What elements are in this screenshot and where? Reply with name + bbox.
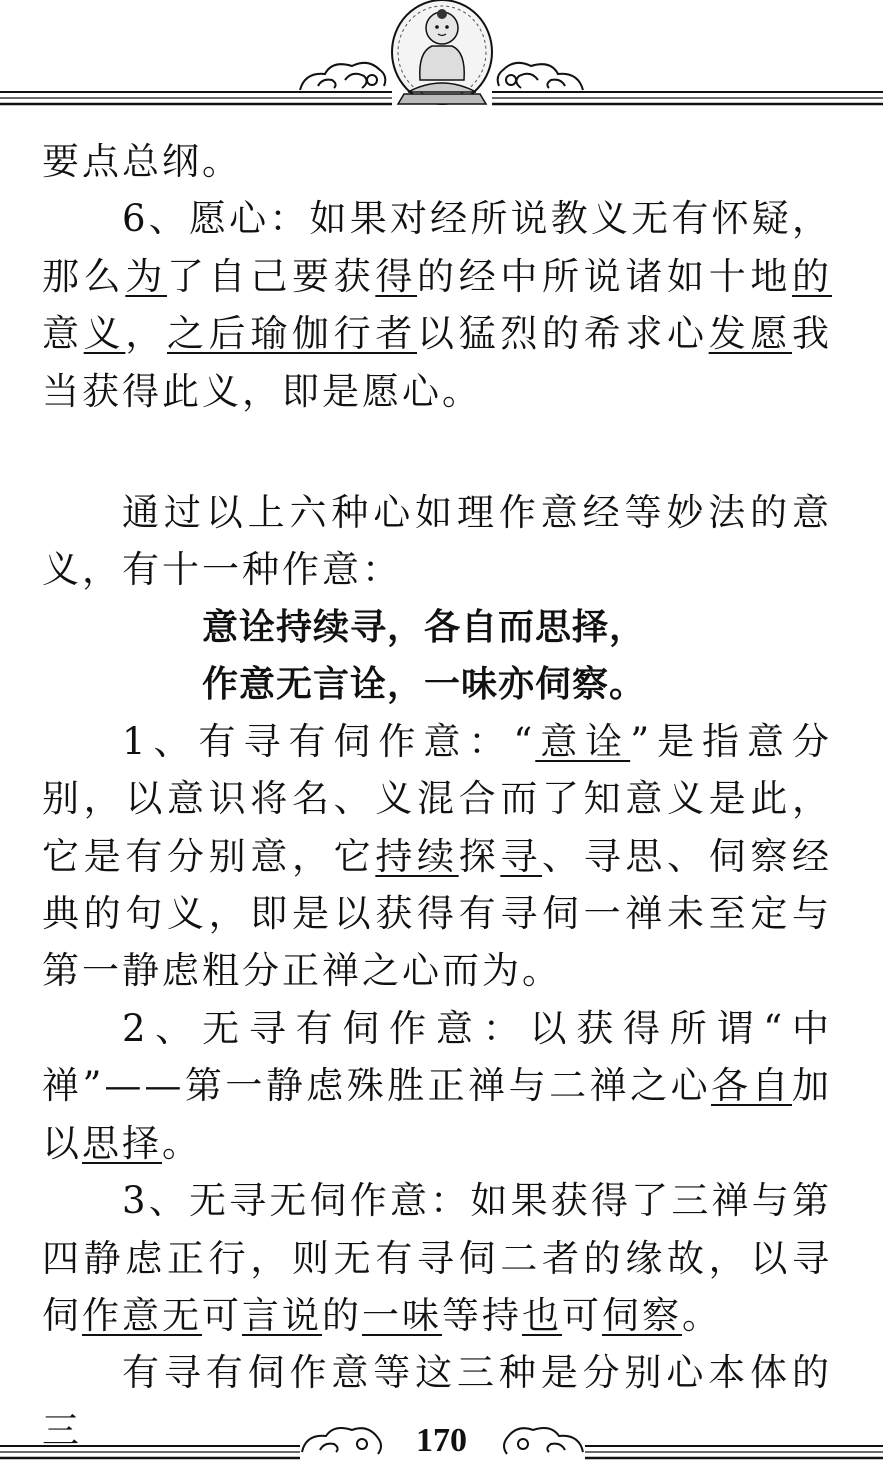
underlined-term: 伺察: [602, 1293, 682, 1337]
underlined-term: 得: [375, 254, 418, 298]
paragraph-gap: [42, 420, 832, 484]
text-run: 的经中所说诸如十地: [417, 254, 793, 298]
text-run: 意: [42, 312, 84, 356]
underlined-term: 发愿: [708, 312, 793, 356]
text-run: 加以: [42, 1064, 832, 1165]
underlined-term: 意无: [122, 1293, 202, 1337]
text-run: 1、有寻有伺作意：“: [122, 719, 536, 763]
paragraph: [42, 713, 832, 1000]
underlined-term: 择: [122, 1121, 162, 1165]
text-run: 以猛烈的希求心: [417, 312, 709, 356]
text-run: 通过以上六种心如理作意经等妙法的意义，有十一种作意：: [42, 491, 832, 592]
text-run: 等持: [442, 1293, 522, 1337]
underlined-term: 义: [83, 312, 126, 356]
paragraph: [42, 133, 832, 190]
text-run: 、寻思、伺察经典的句义，即是以获得有寻伺一禅未至定与第一静虑粗分正禅之心而为。: [42, 834, 833, 993]
cloud-ornament-right-icon: [498, 63, 583, 90]
page-number: 170: [416, 1422, 467, 1459]
text-run: 。: [162, 1121, 202, 1165]
text-run: 有寻有伺作意等这三种是分别心本体的三: [42, 1351, 832, 1452]
underlined-term: 各自: [711, 1064, 792, 1108]
underlined-term: 之后瑜伽行者: [167, 312, 418, 356]
text-run: 。: [682, 1293, 722, 1337]
underlined-term: 寻: [500, 834, 543, 878]
page-header-ornament: [0, 0, 883, 115]
paragraph: [42, 190, 832, 420]
paragraph: [42, 484, 832, 599]
paragraph: [42, 1000, 832, 1172]
text-run: 可: [562, 1293, 602, 1337]
text-run: 可: [202, 1293, 242, 1337]
text-run: ”是指意分别，以意识将名、义混合而了知意义是此，它是有分别意，它: [42, 719, 833, 878]
paragraph: [42, 1172, 832, 1344]
cloud-ornament-left-icon: [300, 63, 385, 90]
underlined-term: 意诠: [535, 719, 631, 763]
text-run: 意诠持续寻，各自而思择，: [202, 606, 647, 648]
buddha-emblem-icon: [392, 0, 492, 104]
verse-line: [42, 656, 832, 713]
underlined-term: 持续: [375, 834, 459, 878]
text-run: 6、愿心：如果对经所说教义无有怀疑，那么: [42, 197, 832, 298]
underlined-term: 为: [125, 254, 168, 298]
text-run: 要点总纲。: [42, 140, 242, 183]
underlined-term: 一味: [362, 1293, 442, 1337]
text-run: 探: [458, 834, 501, 878]
verse-line: [42, 599, 832, 656]
text-run: 了自己要获: [167, 254, 376, 298]
text-run: 3、无寻无伺作意：如果获得了三禅与第四静虑正行，则无有寻伺二者的缘故，以寻伺: [42, 1179, 832, 1337]
text-run: 2、无寻有伺作意：以获得所谓“中禅”——第一静虑殊胜正禅与二禅之心: [42, 1006, 832, 1108]
underlined-term: 言说: [242, 1293, 322, 1337]
underlined-term: 思: [82, 1121, 122, 1165]
text-run: 作意无言诠，一味亦伺察。: [202, 663, 647, 705]
text-run: 我当获得此义，即是愿心。: [42, 312, 833, 413]
underlined-term: 也: [522, 1293, 562, 1337]
text-run: 的: [322, 1293, 362, 1337]
text-run: ，: [125, 312, 168, 356]
underlined-term: 的: [792, 254, 833, 298]
main-text: [42, 133, 832, 1459]
underlined-term: 作: [82, 1293, 122, 1337]
